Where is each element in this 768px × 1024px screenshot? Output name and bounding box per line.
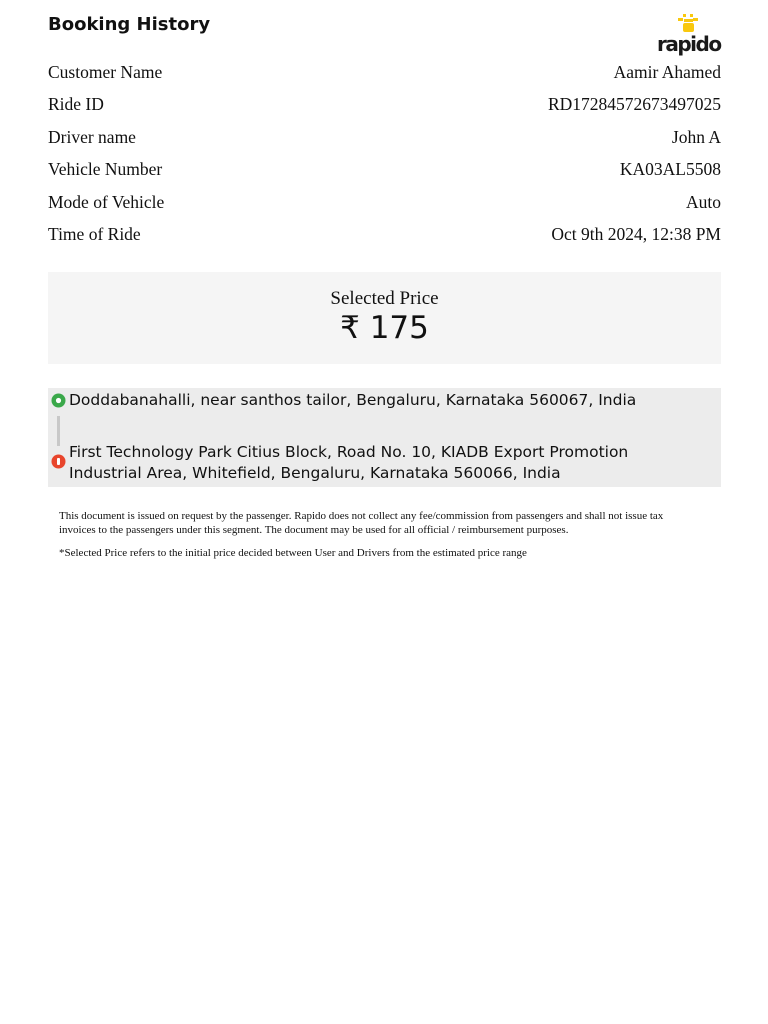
price-value: ₹ 175 (340, 310, 429, 346)
drop-address: First Technology Park Citius Block, Road No. 10, KIADB Export Promotion Industrial Area, Whitefield, Bengaluru, Karnataka 560066, India (69, 443, 629, 482)
detail-row-vehicle-number (48, 154, 721, 187)
detail-label: Time of Ride (48, 224, 141, 245)
drop-pin-icon (51, 454, 66, 469)
route-box (48, 388, 721, 487)
detail-label: Driver name (48, 126, 136, 147)
detail-value: RD17284572673497025 (547, 94, 721, 115)
detail-row-ride-id (48, 89, 721, 122)
detail-value: John A (671, 126, 721, 147)
pickup-pin-icon (51, 393, 66, 408)
detail-row-driver-name (48, 121, 721, 154)
detail-value: Aamir Ahamed (613, 61, 721, 82)
selected-price-box (48, 272, 721, 364)
logo-wordmark: rapido (657, 32, 721, 56)
detail-row-mode-of-vehicle (48, 186, 721, 219)
price-footnote: *Selected Price refers to the initial price decided between User and Drivers from the estimated price range (59, 547, 527, 559)
detail-value: Oct 9th 2024, 12:38 PM (551, 224, 721, 245)
detail-value: Auto (686, 191, 721, 212)
ride-details (48, 56, 721, 251)
header (48, 0, 721, 56)
disclaimer-text: This document is issued on request by the passenger. Rapido does not collect any fee/commission from passengers and shall not issue tax invoices to the passengers under this segment. The document may be used for all official / reimbursement purposes. (59, 510, 664, 536)
detail-label: Ride ID (48, 94, 104, 115)
detail-value: KA03AL5508 (619, 159, 721, 180)
route-connector-line (57, 416, 60, 446)
detail-row-customer-name (48, 56, 721, 89)
detail-label: Mode of Vehicle (48, 191, 165, 212)
booking-history-page (48, 0, 721, 559)
detail-label: Vehicle Number (48, 159, 163, 180)
detail-row-time-of-ride (48, 219, 721, 252)
page-title: Booking History (48, 14, 211, 35)
rapido-logo (657, 14, 721, 54)
detail-label: Customer Name (48, 61, 163, 82)
price-label: Selected Price (330, 288, 439, 309)
pickup-address: Doddabanahalli, near santhos tailor, Bengaluru, Karnataka 560067, India (69, 391, 637, 409)
